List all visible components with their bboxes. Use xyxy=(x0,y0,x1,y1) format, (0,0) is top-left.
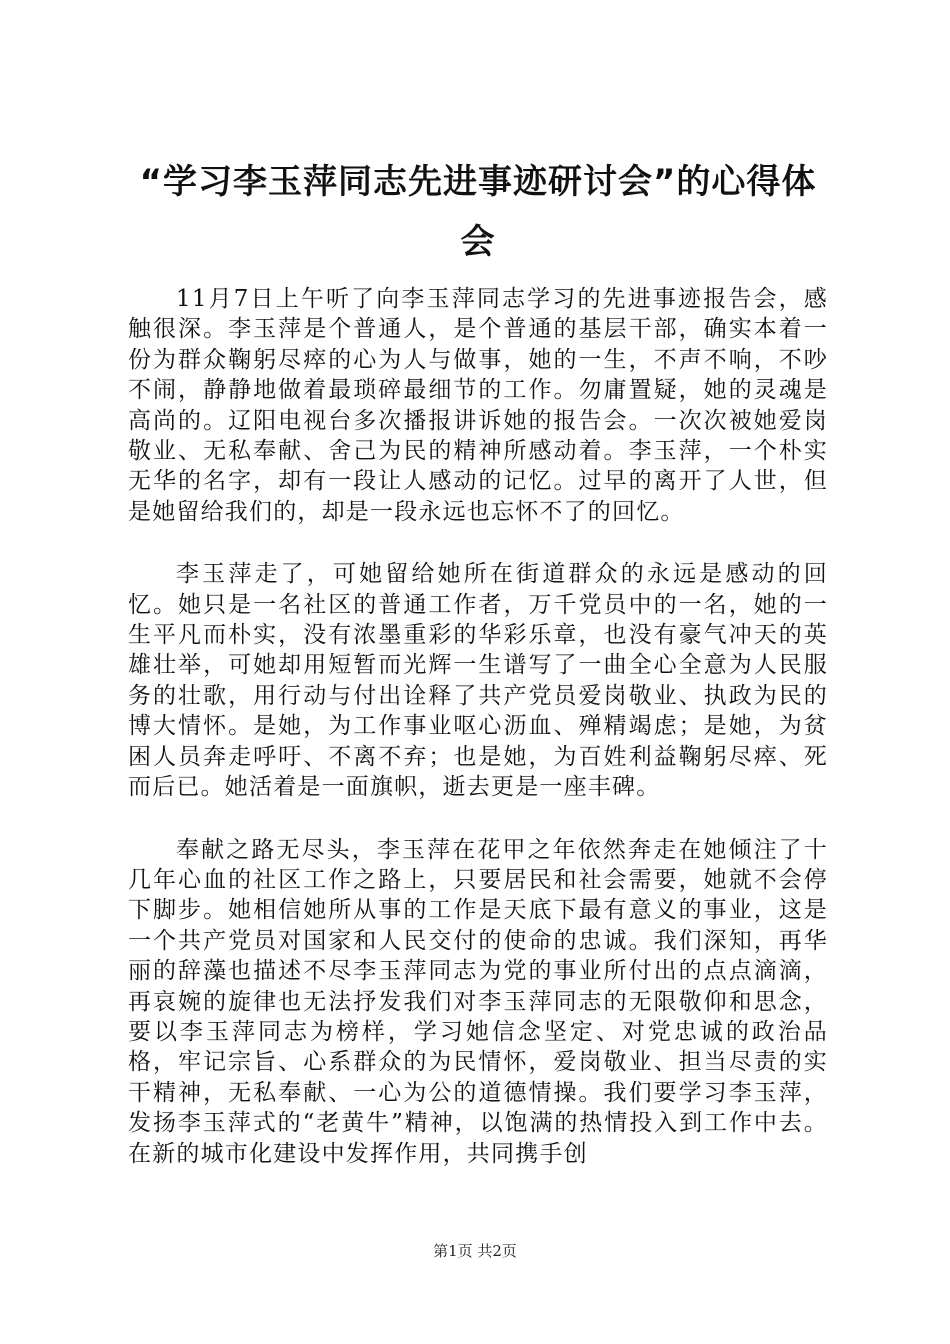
document-title: “学习李玉萍同志先进事迹研讨会”的心得体会 xyxy=(139,162,817,262)
page-footer: 第1页 共2页 xyxy=(433,1242,517,1260)
paragraph-1: 11月7日上午听了向李玉萍同志学习的先进事迹报告会，感触很深。李玉萍是个普通人，是个普通的基层干部，确实本着一份为群众鞠躬尽瘁的心为人与做事，她的一生，不声不响，不吵不闹，静静地做着最琐碎最细节的工作。勿庸置疑，她的灵魂是高尚的。辽阳电视台多次播报讲诉她的报告会。一次次被她爱岗敬业、无私奉献、舍己为民的精神所感动着。李玉萍，一个朴实无华的名字，却有一段让人感动的记忆。过早的离开了人世，但是她留给我们的，却是一段永远也忘怀不了的回忆。 xyxy=(128,286,828,525)
paragraph-2: 李玉萍走了，可她留给她所在街道群众的永远是感动的回忆。她只是一名社区的普通工作者，万千党员中的一名，她的一生平凡而朴实，没有浓墨重彩的华彩乐章，也没有豪气冲天的英雄壮举，可她却用短暂而光辉一生谱写了一曲全心全意为人民服务的壮歌，用行动与付出诠释了共产党员爱岗敬业、执政为民的博大情怀。是她，为工作事业呕心沥血、殚精竭虑；是她，为贫困人员奔走呼吁、不离不弃；也是她，为百姓利益鞠躬尽瘁、死而后已。她活着是一面旗帜，逝去更是一座丰碑。 xyxy=(128,561,828,801)
document-body xyxy=(128,284,828,1201)
paragraph-3: 奉献之路无尽头，李玉萍在花甲之年依然奔走在她倾注了十几年心血的社区工作之路上，只要居民和社会需要，她就不会停下脚步。她相信她所从事的工作是天底下最有意义的事业，这是一个共产党员对国家和人民交付的使命的忠诚。我们深知，再华丽的辞藻也描述不尽李玉萍同志为党的事业所付出的点点滴滴，再哀婉的旋律也无法抒发我们对李玉萍同志的无限敬仰和思念，要以李玉萍同志为榜样，学习她信念坚定、对党忠诚的政治品格，牢记宗旨、心系群众的为民情怀，爱岗敬业、担当尽责的实干精神，无私奉献、一心为公的道德情操。我们要学习李玉萍，发扬李玉萍式的“老黄牛”精神，以饱满的热情投入到工作中去。在新的城市化建设中发挥作用，共同携手创 xyxy=(128,836,828,1167)
